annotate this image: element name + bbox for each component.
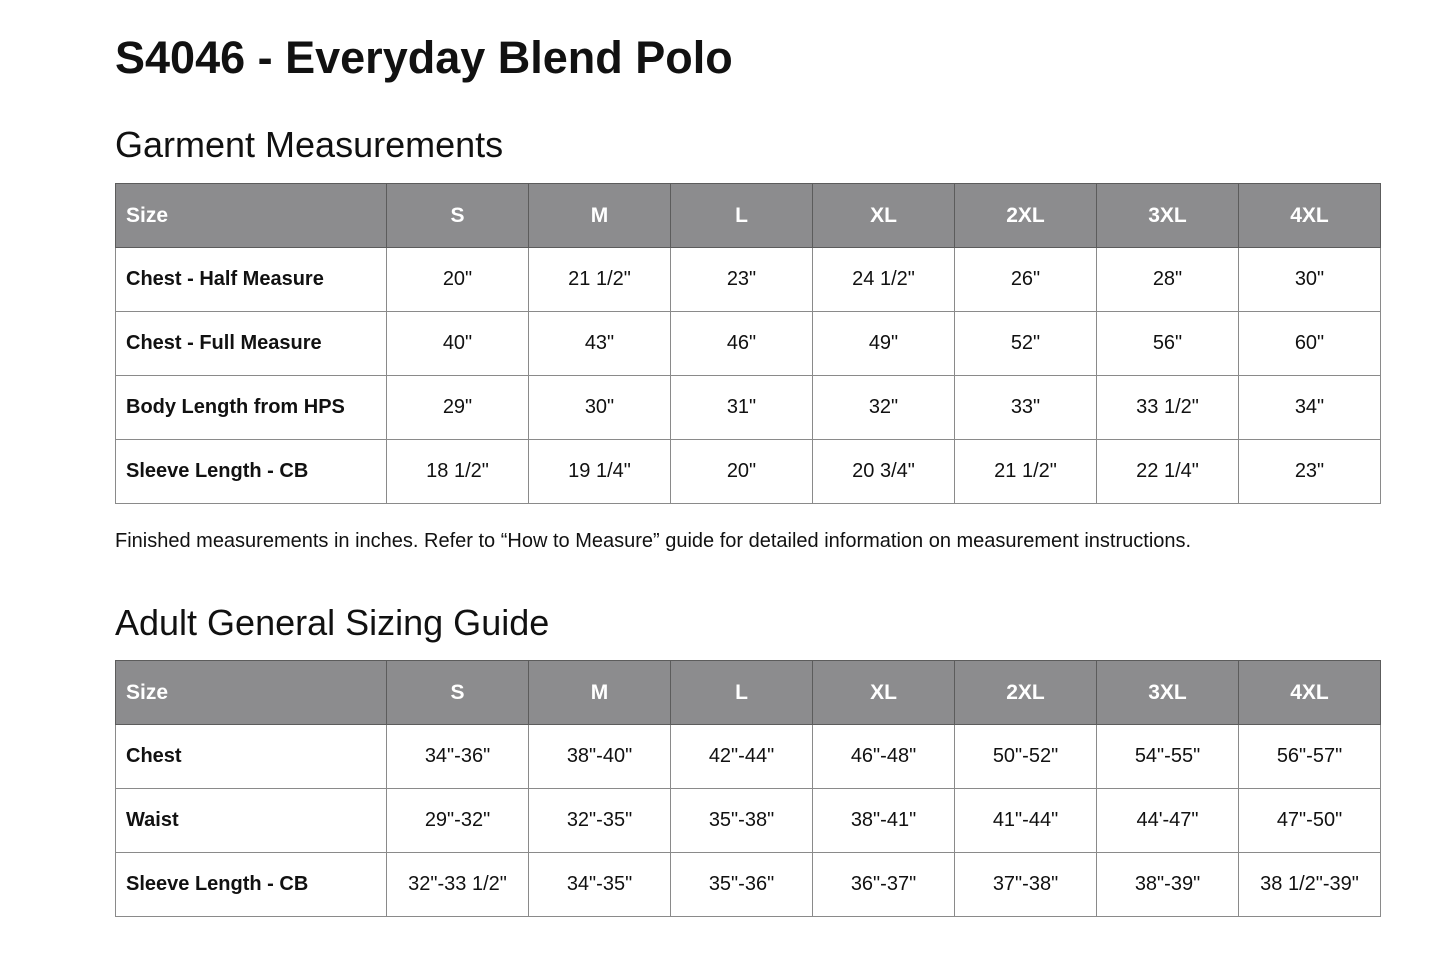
table-cell: 32" [813,376,955,440]
table-row [116,440,1381,504]
table-cell: 34" [1239,376,1381,440]
size-column-header: L [671,661,813,725]
table-cell: 34"-35" [529,853,671,917]
table-cell: 20" [387,248,529,312]
table-cell: 50"-52" [955,725,1097,789]
table-cell: 36"-37" [813,853,955,917]
table-cell: 44'-47" [1097,789,1239,853]
size-column-header: XL [813,184,955,248]
table-cell: 32"-35" [529,789,671,853]
table-header-row [116,184,1381,248]
table-cell: 49" [813,312,955,376]
size-column-header: L [671,184,813,248]
row-label: Sleeve Length - CB [116,853,387,917]
garment-measurements-table [115,183,1381,504]
size-column-header: XL [813,661,955,725]
size-column-header: 4XL [1239,661,1381,725]
size-column-header: 2XL [955,661,1097,725]
table-cell: 56"-57" [1239,725,1381,789]
table-cell: 60" [1239,312,1381,376]
table-cell: 30" [1239,248,1381,312]
table-cell: 31" [671,376,813,440]
size-header-label: Size [116,661,387,725]
garment-measurements-heading: Garment Measurements [115,124,504,165]
table-cell: 22 1/4" [1097,440,1239,504]
table-cell: 46"-48" [813,725,955,789]
table-cell: 21 1/2" [955,440,1097,504]
table-row [116,376,1381,440]
table-cell: 20" [671,440,813,504]
table-cell: 38 1/2"-39" [1239,853,1381,917]
table-cell: 30" [529,376,671,440]
table-cell: 24 1/2" [813,248,955,312]
table-cell: 52" [955,312,1097,376]
table-row [116,853,1381,917]
row-label: Chest - Full Measure [116,312,387,376]
page-title: S4046 - Everyday Blend Polo [115,32,733,83]
table-cell: 26" [955,248,1097,312]
table-row [116,248,1381,312]
table-cell: 19 1/4" [529,440,671,504]
table-cell: 41"-44" [955,789,1097,853]
size-column-header: 3XL [1097,184,1239,248]
table-header-row [116,661,1381,725]
table-cell: 35"-36" [671,853,813,917]
table-row [116,312,1381,376]
table-cell: 20 3/4" [813,440,955,504]
table-cell: 40" [387,312,529,376]
table-cell: 29" [387,376,529,440]
table-cell: 21 1/2" [529,248,671,312]
row-label: Sleeve Length - CB [116,440,387,504]
size-column-header: S [387,184,529,248]
table-cell: 33" [955,376,1097,440]
table-cell: 38"-39" [1097,853,1239,917]
size-column-header: M [529,184,671,248]
table-cell: 34"-36" [387,725,529,789]
adult-sizing-guide-heading: Adult General Sizing Guide [115,602,550,643]
table-cell: 23" [1239,440,1381,504]
table-cell: 42"-44" [671,725,813,789]
size-header-label: Size [116,184,387,248]
size-column-header: 3XL [1097,661,1239,725]
table-cell: 46" [671,312,813,376]
table-cell: 32"-33 1/2" [387,853,529,917]
table-cell: 38"-40" [529,725,671,789]
table-cell: 38"-41" [813,789,955,853]
row-label: Waist [116,789,387,853]
table-cell: 18 1/2" [387,440,529,504]
table-row [116,789,1381,853]
measurement-footnote: Finished measurements in inches. Refer to “How to Measure” guide for detailed information on measurement instructions. [115,530,1192,552]
table-cell: 23" [671,248,813,312]
row-label: Chest - Half Measure [116,248,387,312]
size-column-header: 4XL [1239,184,1381,248]
table-cell: 56" [1097,312,1239,376]
adult-sizing-guide-table [115,660,1381,917]
table-cell: 37"-38" [955,853,1097,917]
table-cell: 29"-32" [387,789,529,853]
table-cell: 47"-50" [1239,789,1381,853]
table-cell: 43" [529,312,671,376]
size-column-header: 2XL [955,184,1097,248]
table-row [116,725,1381,789]
table-cell: 54"-55" [1097,725,1239,789]
size-column-header: S [387,661,529,725]
row-label: Body Length from HPS [116,376,387,440]
row-label: Chest [116,725,387,789]
size-column-header: M [529,661,671,725]
table-cell: 33 1/2" [1097,376,1239,440]
table-cell: 28" [1097,248,1239,312]
table-cell: 35"-38" [671,789,813,853]
